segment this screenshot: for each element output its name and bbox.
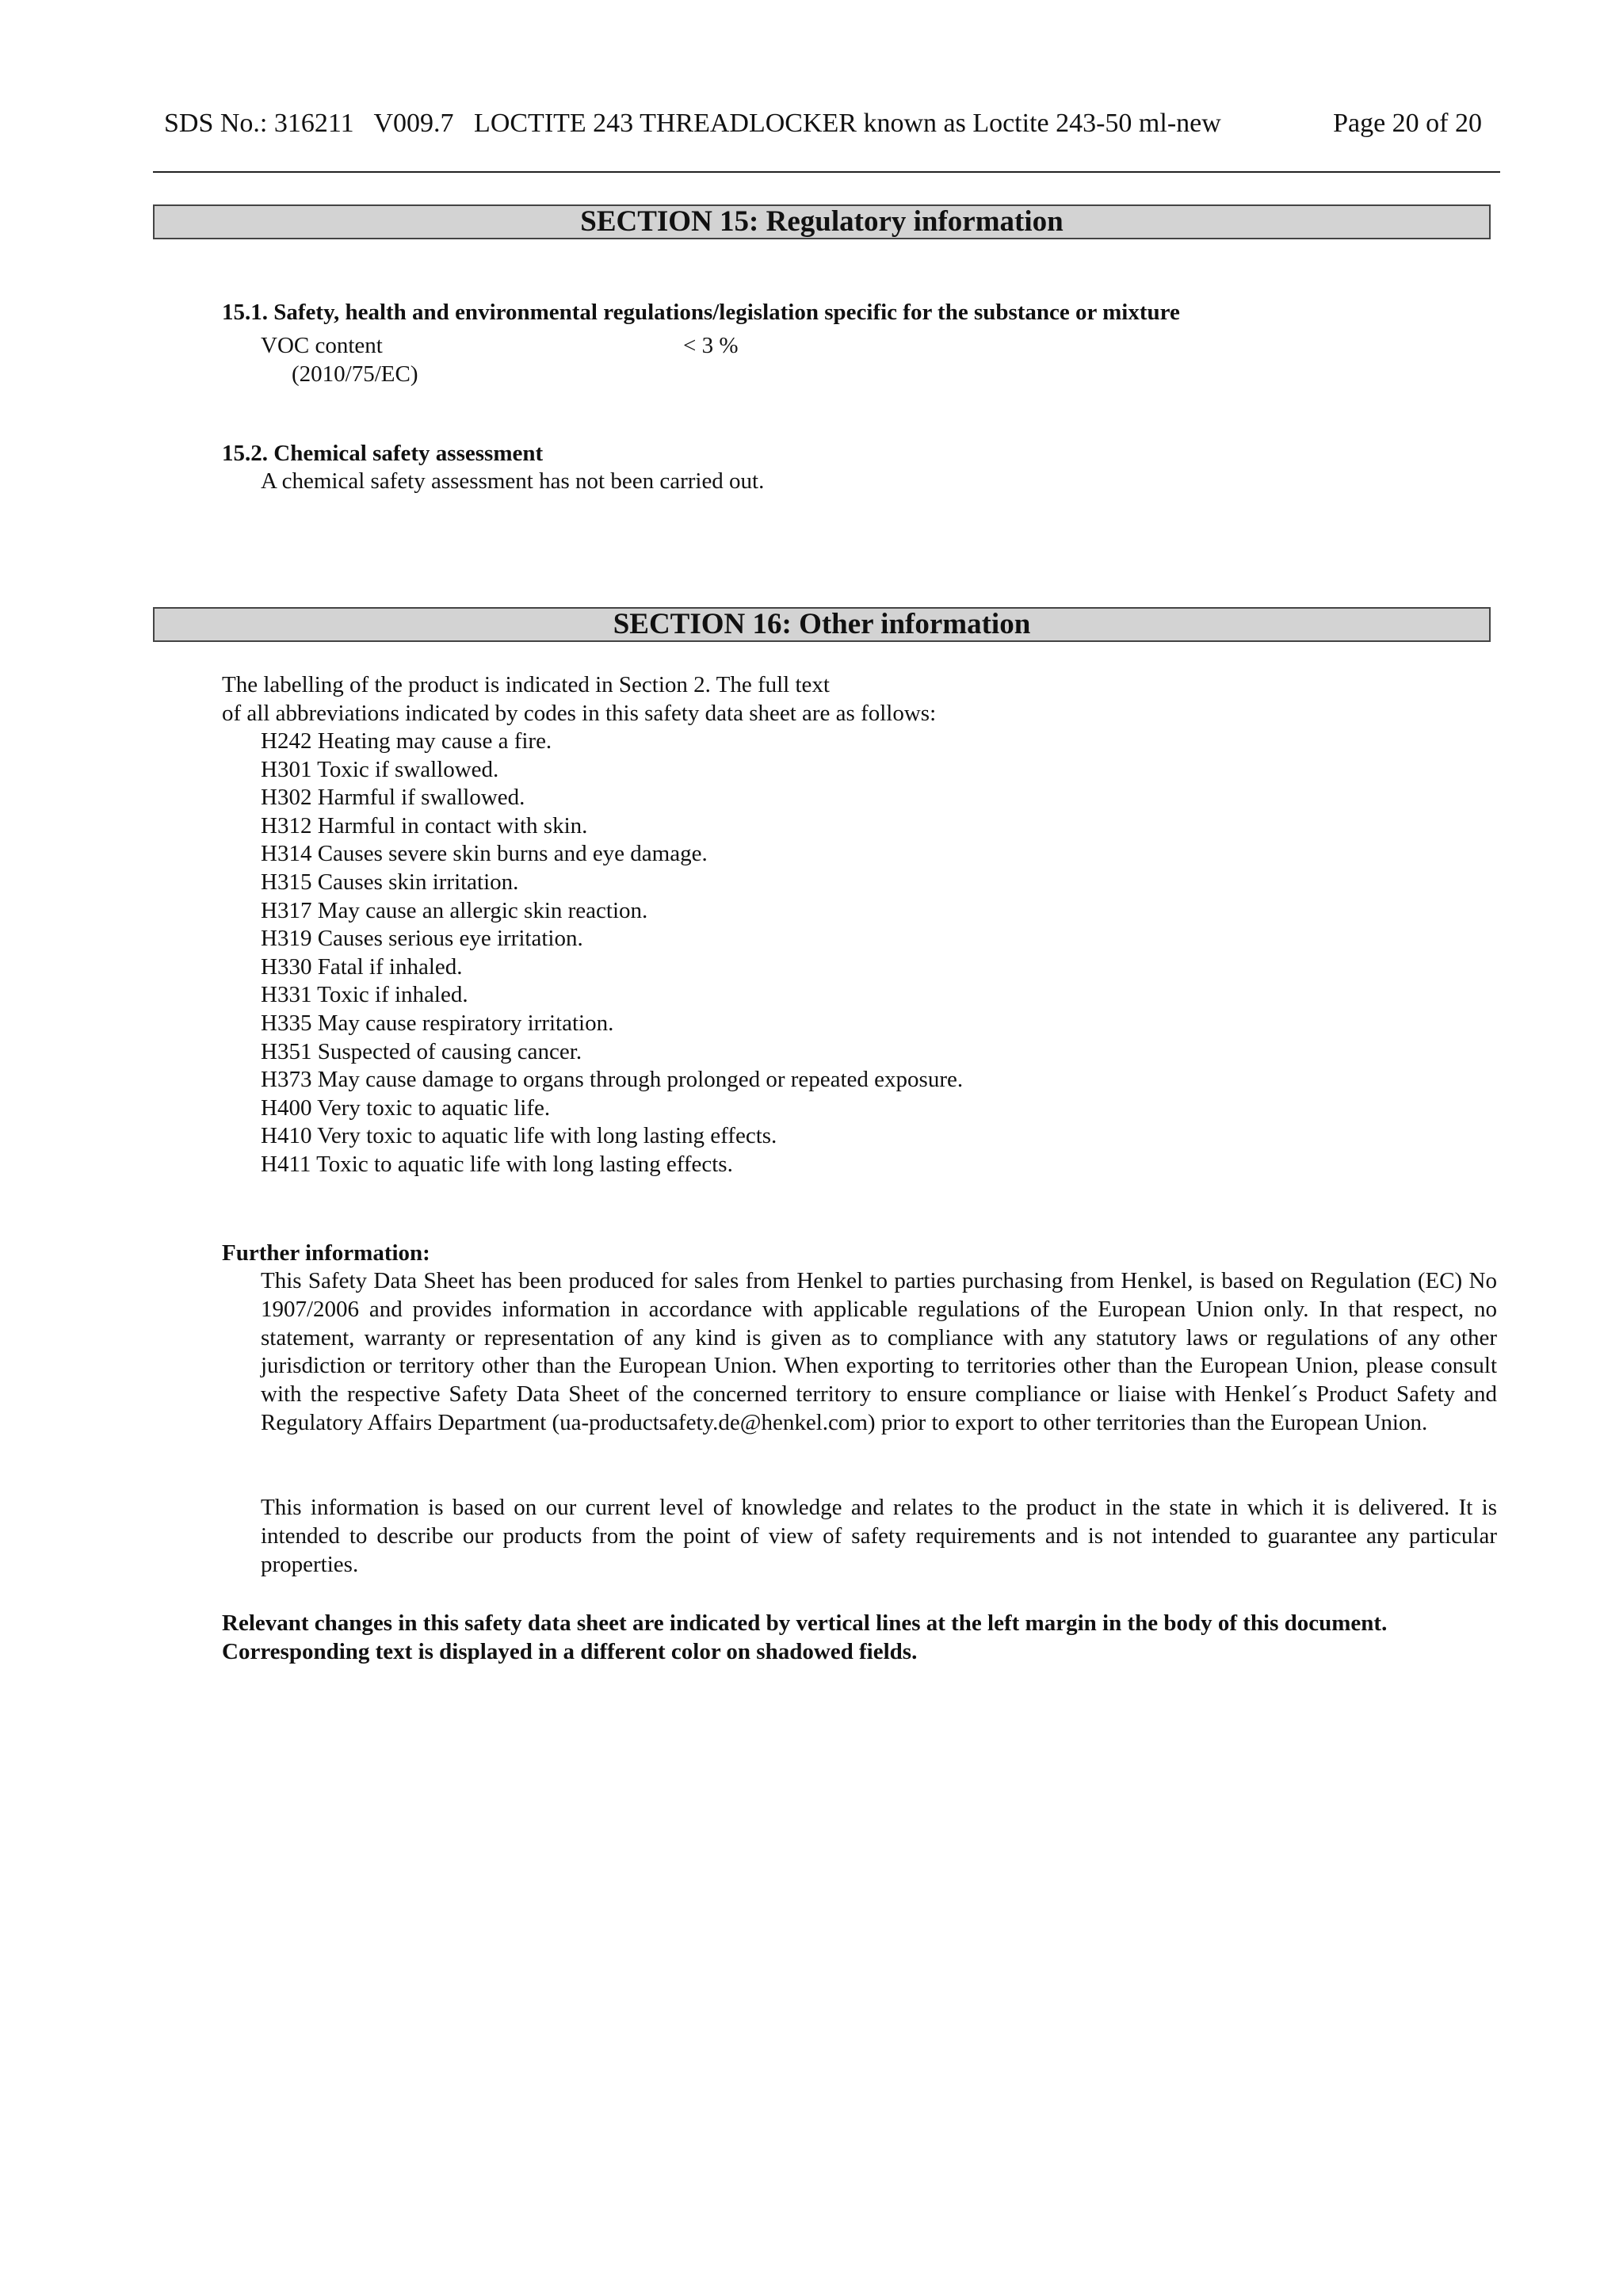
hazard-statement: H315 Causes skin irritation. bbox=[261, 869, 519, 895]
voc-content-value: < 3 % bbox=[683, 333, 739, 358]
subsection-15-2-heading: 15.2. Chemical safety assessment bbox=[222, 441, 544, 466]
labelling-intro-line-1: The labelling of the product is indicated in Section 2. The full text bbox=[222, 672, 830, 697]
hazard-statement: H335 May cause respiratory irritation. bbox=[261, 1010, 614, 1036]
hazard-statement: H411 Toxic to aquatic life with long lasting effects. bbox=[261, 1151, 733, 1177]
chemical-safety-assessment-text: A chemical safety assessment has not been carried out. bbox=[261, 468, 765, 494]
further-information-paragraph-1: This Safety Data Sheet has been produced for sales from Henkel to parties purchasing from Henkel, is based on Regulation (EC) No 1907/2006 and provides information in accordance with applicable regulations of the European Union only. In that respect, no statement, warranty or representation of any kind is given as to compliance with any statutory laws or regulations of any other jurisdiction or territory other than the European Union. When exporting to territories other than the European Union, please consult with the respective Safety Data Sheet of the concerned territory to ensure compliance or liaise with Henkel´s Product Safety and Regulatory Affairs Department (ua-productsafety.de@henkel.com) prior to export to other territories than the European Union. bbox=[261, 1268, 1497, 1435]
hazard-statement: H351 Suspected of causing cancer. bbox=[261, 1038, 582, 1064]
hazard-statement: H331 Toxic if inhaled. bbox=[261, 982, 468, 1008]
further-information-heading: Further information: bbox=[222, 1240, 430, 1266]
section-15-title: SECTION 15: Regulatory information bbox=[153, 204, 1491, 239]
voc-content-label: VOC content bbox=[261, 333, 383, 358]
page-number: Page 20 of 20 bbox=[1333, 109, 1482, 138]
section-16-title: SECTION 16: Other information bbox=[153, 607, 1491, 642]
hazard-statement-list bbox=[261, 728, 963, 1179]
hazard-statement: H312 Harmful in contact with skin. bbox=[261, 812, 588, 839]
hazard-statement: H373 May cause damage to organs through prolonged or repeated exposure. bbox=[261, 1067, 964, 1093]
further-information-paragraph-2: This information is based on our current level of knowledge and relates to the product in the state in which it is delivered. It is intended to describe our products from the point of view of safety requirements and is not intended to guarantee any particular properties. bbox=[261, 1495, 1497, 1577]
hazard-statement: H410 Very toxic to aquatic life with long lasting effects. bbox=[261, 1123, 777, 1149]
voc-regulation-reference: (2010/75/EC) bbox=[292, 361, 418, 387]
relevant-changes-note: Relevant changes in this safety data sheet are indicated by vertical lines at the left margin in the body of this document. Corresponding text is displayed in a different color on shadowed fields. bbox=[222, 1610, 1388, 1664]
subsection-15-1-heading: 15.1. Safety, health and environmental regulations/legislation specific for the substance or mixture bbox=[222, 300, 1180, 325]
hazard-statement: H319 Causes serious eye irritation. bbox=[261, 926, 583, 952]
header-divider bbox=[153, 171, 1500, 173]
hazard-statement: H400 Very toxic to aquatic life. bbox=[261, 1095, 551, 1121]
hazard-statement: H330 Fatal if inhaled. bbox=[261, 953, 463, 980]
page-header bbox=[164, 106, 1482, 141]
hazard-statement: H314 Causes severe skin burns and eye damage. bbox=[261, 841, 708, 867]
hazard-statement: H302 Harmful if swallowed. bbox=[261, 785, 525, 811]
hazard-statement: H242 Heating may cause a fire. bbox=[261, 728, 552, 754]
labelling-intro-line-2: of all abbreviations indicated by codes in this safety data sheet are as follows: bbox=[222, 701, 937, 726]
hazard-statement: H317 May cause an allergic skin reaction. bbox=[261, 897, 648, 923]
sds-document-info: SDS No.: 316211 V009.7 LOCTITE 243 THREADLOCKER known as Loctite 243-50 ml-new bbox=[164, 109, 1221, 138]
hazard-statement: H301 Toxic if swallowed. bbox=[261, 756, 499, 782]
